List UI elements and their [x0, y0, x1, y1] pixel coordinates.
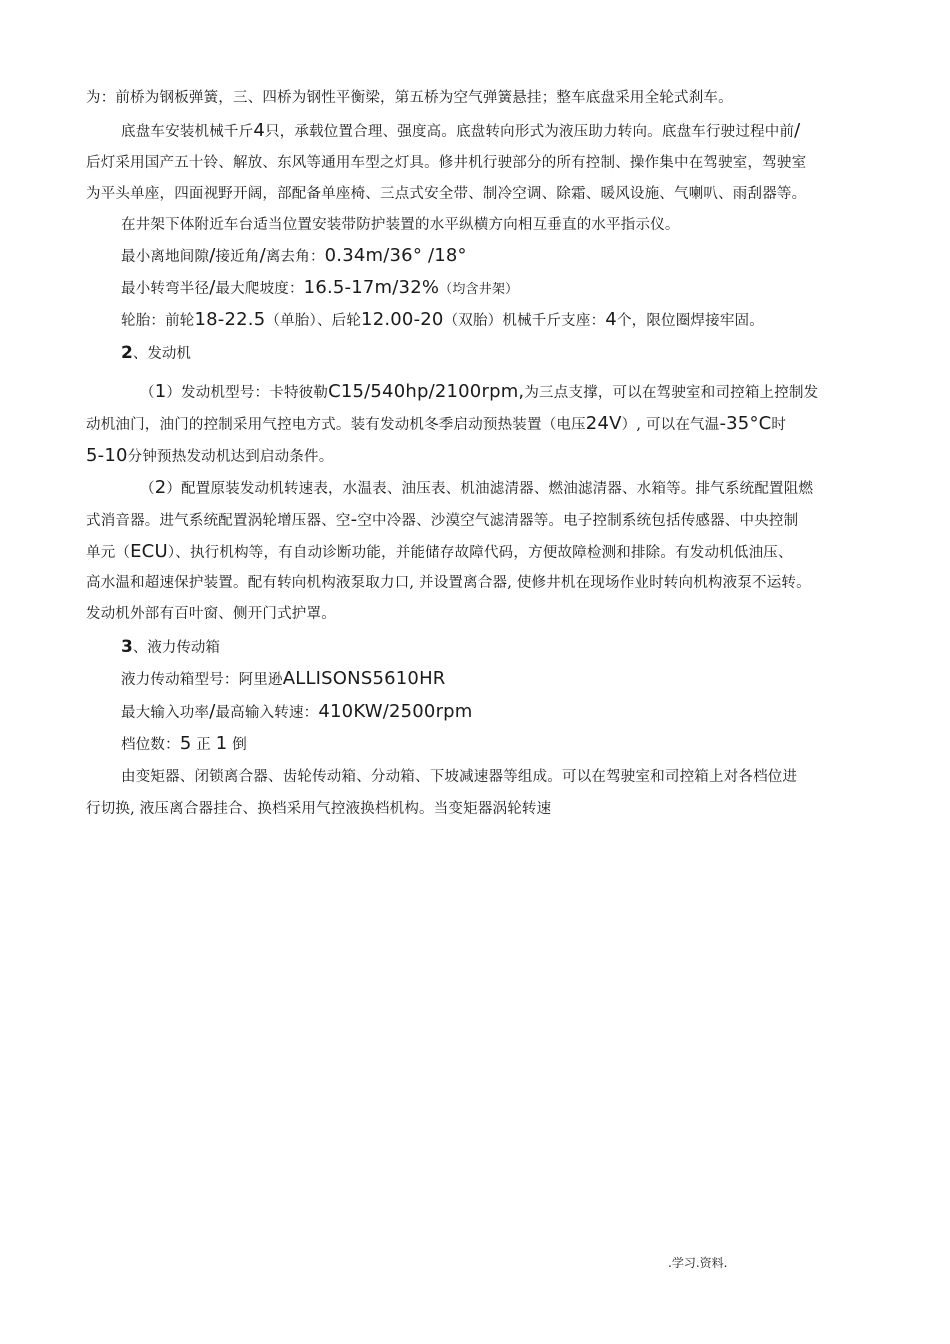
text-run: 空中冷器、沙漠空气滤清器等。电子控制系统包括传感器、中央控制	[357, 513, 799, 529]
text-run: ）, 可以在气温	[621, 417, 720, 433]
paragraph-chassis-line-3	[86, 184, 806, 204]
paragraph-engine-1-line-2	[86, 414, 786, 435]
engine-model: C15/540hp/2100rpm,	[328, 381, 525, 402]
text-run: ）发动机型号：卡特彼勒	[166, 385, 329, 401]
spec-label: 接近角	[215, 249, 260, 265]
spec-note: （均含井架）	[439, 282, 519, 297]
spec-label: 最大爬坡度：	[215, 281, 304, 297]
spec-note: （单胎）、后轮	[265, 313, 362, 329]
text-run: 正	[196, 737, 211, 753]
paragraph-engine-2-line-2	[86, 510, 798, 531]
spec-value: 4	[605, 309, 617, 330]
spec-ground-clearance	[121, 246, 467, 267]
section-heading-transmission	[121, 637, 220, 658]
spec-value: 16.5-17m/32%	[303, 277, 440, 298]
paragraph-level-indicator	[121, 215, 680, 235]
text-run: 倒	[232, 737, 247, 753]
text-run: （	[140, 385, 155, 401]
spec-note: （双胎）机械千斤支座：	[443, 313, 606, 329]
number-run: 4	[253, 120, 265, 141]
text-run: 只，承载位置合理、强度高。底盘转向形式为液压助力转向。底盘车行驶过程中前	[264, 124, 795, 140]
text-run: 在井架下体附近车台适当位置安装带防护装置的水平纵横方向相互垂直的水平指示仪。	[121, 217, 680, 233]
text-run: 动机油门，油门的控制采用气控电方式。装有发动机冬季启动预热装置（电压	[86, 417, 586, 433]
spec-label: 最高输入转速：	[215, 705, 319, 721]
spec-value: 1	[215, 733, 228, 754]
section-heading-engine	[121, 343, 191, 364]
paragraph-engine-2-line-3	[86, 542, 793, 563]
text-run: （	[140, 481, 155, 497]
paragraph-axle-suspension	[86, 88, 733, 108]
text-run: 式消音器。进气系统配置涡轮增压器、空	[86, 513, 351, 529]
spec-turning-radius	[121, 278, 518, 300]
number-run: 1	[154, 381, 167, 402]
text-run: 高水温和超速保护装置。配有转向机构液泵取力口, 并设置离合器, 使修井机在现场作业时转向机构液泵不运转。	[86, 575, 811, 591]
spec-note: 个，限位圈焊接牢固。	[616, 313, 764, 329]
spec-value: 5	[179, 733, 192, 754]
number-run: 24V	[585, 413, 622, 434]
paragraph-engine-1-line-1	[140, 382, 818, 403]
number-run: ECU	[130, 541, 168, 562]
slash-run: /	[209, 701, 216, 722]
text-run: 为三点支撑，可以在驾驶室和司控箱上控制发	[524, 385, 819, 401]
number-run: -35°C	[719, 413, 772, 434]
spec-label: 最小转弯半径	[121, 281, 210, 297]
heading-text: 、发动机	[132, 346, 191, 362]
text-run: 底盘车安装机械千斤	[121, 124, 254, 140]
spec-label: 档位数：	[121, 737, 180, 753]
text-run: 发动机外部有百叶窗、侧开门式护罩。	[86, 606, 336, 622]
heading-number: 2	[121, 343, 133, 363]
spec-transmission-power	[121, 702, 473, 723]
spec-tires	[121, 310, 764, 331]
slash-run: /	[794, 120, 801, 141]
spec-gear-count	[121, 734, 247, 755]
text-run: 分钟预热发动机达到启动条件。	[127, 449, 334, 465]
text-run: 行切换, 液压离合器挂合、换档采用气控液换档机构。当变矩器涡轮转速	[86, 801, 552, 817]
spec-transmission-model	[121, 669, 446, 690]
paragraph-engine-2-line-1	[140, 478, 813, 499]
text-run: 由变矩器、闭锁离合器、齿轮传动箱、分动箱、下坡减速器等组成。可以在驾驶室和司控箱上对各档位进	[121, 769, 798, 785]
paragraph-chassis-line-2	[86, 153, 806, 173]
number-run: 5-10	[86, 445, 128, 466]
text-run: 时	[771, 417, 787, 433]
heading-number: 3	[121, 637, 133, 657]
text-run: 为：前桥为钢板弹簧，三、四桥为钢性平衡梁，第五桥为空气弹簧悬挂；整车底盘采用全轮式刹车。	[86, 90, 733, 106]
text-run: ）配置原装发动机转速表，水温表、油压表、机油滤清器、燃油滤清器、水箱等。排气系统配置阻燃	[166, 481, 814, 497]
text-run: 单元（	[86, 545, 131, 561]
spec-value: ALLISONS5610HR	[282, 668, 446, 689]
paragraph-chassis-line-1	[121, 121, 800, 142]
text-run: 为平头单座，四面视野开阔，部配备单座椅、三点式安全带、制冷空调、除霜、暖风设施、气喇叭、雨刮器等。	[86, 186, 807, 202]
text-run: ）、执行机构等，有自动诊断功能，并能储存故障代码，方便故障检测和排除。有发动机低油压、	[167, 545, 793, 561]
spec-label: 液力传动箱型号：阿里逊	[121, 672, 283, 688]
spec-label: 最小离地间隙	[121, 249, 210, 265]
spec-label: 轮胎：前轮	[121, 313, 195, 329]
dash-run: -	[350, 509, 358, 530]
paragraph-engine-2-line-5	[86, 604, 336, 624]
heading-text: 、液力传动箱	[132, 640, 220, 656]
page-footer: .学习.资料.	[668, 1256, 728, 1270]
spec-label: 最大输入功率	[121, 705, 210, 721]
spec-value: 0.34m/36° /18°	[324, 245, 467, 266]
spec-value: 410KW/2500rpm	[318, 701, 473, 722]
text-run: 后灯采用国产五十铃、解放、东风等通用车型之灯具。修井机行驶部分的所有控制、操作集中在驾驶室，驾驶室	[86, 155, 807, 171]
slash-run: /	[259, 245, 266, 266]
spec-value: 18-22.5	[194, 309, 266, 330]
paragraph-transmission-line-1	[121, 767, 797, 787]
spec-label: 离去角：	[265, 249, 325, 265]
spec-value: 12.00-20	[361, 309, 444, 330]
slash-run: /	[209, 277, 216, 298]
paragraph-engine-2-line-4	[86, 573, 811, 593]
number-run: 2	[154, 477, 167, 498]
paragraph-engine-1-line-3	[86, 446, 333, 467]
paragraph-transmission-line-2	[86, 799, 551, 819]
slash-run: /	[209, 245, 216, 266]
